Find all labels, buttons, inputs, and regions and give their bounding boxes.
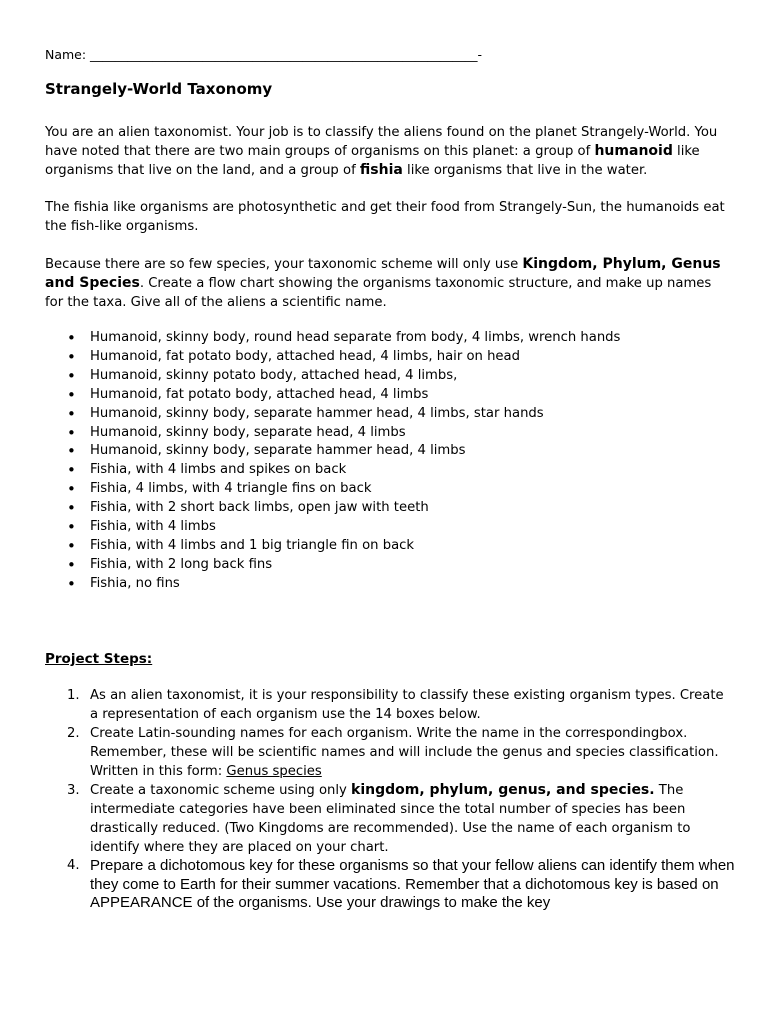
list-item: • Humanoid, fat potato body, attached head, 4 limbs bbox=[45, 386, 725, 405]
list-item: • Fishia, with 4 limbs and 1 big triangle fin on back bbox=[45, 537, 725, 556]
step-3-bold-taxa: kingdom, phylum, genus, and species. bbox=[351, 782, 655, 798]
organism-list bbox=[45, 329, 725, 594]
intro-p1-text-c: like organisms that live in the water. bbox=[402, 163, 648, 178]
step-3-text-b: The intermediate categories have been eliminated since the total number of species has been drastically reduced. (Two Kingdoms are recommended). Use the name of each organism to identify where they are placed on your chart. bbox=[90, 783, 691, 855]
intro-p1-text-a: You are an alien taxonomist. Your job is to classify the aliens found on the planet Strangely-World. You have noted that there are two main groups of organisms on this planet: a group of bbox=[45, 125, 718, 159]
list-item: • Humanoid, skinny body, round head separate from body, 4 limbs, wrench hands bbox=[45, 329, 725, 348]
step-2-genus-species: Genus species bbox=[226, 764, 322, 779]
intro-paragraph-3 bbox=[45, 255, 725, 312]
intro-p3-text-b: . Create a flow chart showing the organisms taxonomic structure, and make up names for the taxa. Give all of the aliens a scientific name. bbox=[45, 276, 712, 310]
step-3-text-a: Create a taxonomic scheme using only bbox=[90, 783, 352, 798]
step-2-text: Create Latin-sounding names for each organism. Write the name in the correspondingbox. Remember, these will be scientific names and will include the genus and species classification. Written in this form: bbox=[90, 726, 719, 779]
step-number: 3. bbox=[67, 783, 80, 798]
intro-p1-bold-humanoid: humanoid bbox=[594, 143, 673, 159]
list-item: • Fishia, with 4 limbs bbox=[45, 518, 725, 537]
page-title: Strangely-World Taxonomy bbox=[45, 80, 273, 98]
step-item-2 bbox=[45, 724, 735, 781]
intro-p1-text-b: like organisms that live on the land, and a group of bbox=[45, 144, 700, 178]
list-item: • Fishia, no fins bbox=[45, 575, 725, 594]
step-number: 2. bbox=[67, 726, 80, 741]
list-item: • Humanoid, skinny body, separate hammer head, 4 limbs bbox=[45, 442, 725, 461]
step-item-3 bbox=[45, 781, 735, 857]
intro-p3-bold-taxa: Kingdom, Phylum, Genus and Species bbox=[45, 256, 721, 291]
list-item: • Fishia, with 2 long back fins bbox=[45, 556, 725, 575]
intro-paragraph-1 bbox=[45, 123, 725, 180]
step-number: 4. bbox=[67, 858, 80, 873]
project-steps-list bbox=[45, 686, 735, 913]
step-item-4 bbox=[45, 857, 735, 913]
step-1-text: As an alien taxonomist, it is your responsibility to classify these existing organism types. Create a representation of each organism use the 14 boxes below. bbox=[90, 688, 724, 722]
list-item: • Humanoid, skinny potato body, attached head, 4 limbs, bbox=[45, 367, 725, 386]
intro-p3-text-a: Because there are so few species, your taxonomic scheme will only use bbox=[45, 257, 523, 272]
name-field-line: Name: ______________________________________________________________- bbox=[45, 47, 483, 62]
project-steps-heading: Project Steps: bbox=[45, 651, 153, 667]
list-item: • Fishia, with 2 short back limbs, open jaw with teeth bbox=[45, 499, 725, 518]
list-item: • Fishia, with 4 limbs and spikes on back bbox=[45, 461, 725, 480]
step-4-text: Prepare a dichotomous key for these organisms so that your fellow aliens can identify them when they come to Earth for their summer vacations. Remember that a dichotomous key is based on APPEARANCE of the organisms. Use your drawings to make the key bbox=[90, 857, 735, 911]
list-item: • Fishia, 4 limbs, with 4 triangle fins on back bbox=[45, 480, 725, 499]
list-item: • Humanoid, fat potato body, attached head, 4 limbs, hair on head bbox=[45, 348, 725, 367]
step-number: 1. bbox=[67, 688, 80, 703]
intro-paragraph-2: The fishia like organisms are photosynthetic and get their food from Strangely-Sun, the humanoids eat the fish-like organisms. bbox=[45, 200, 725, 234]
list-item: • Humanoid, skinny body, separate head, 4 limbs bbox=[45, 424, 725, 443]
list-item: • Humanoid, skinny body, separate hammer head, 4 limbs, star hands bbox=[45, 405, 725, 424]
step-item-1 bbox=[45, 686, 735, 724]
intro-p1-bold-fishia: fishia bbox=[359, 162, 403, 178]
